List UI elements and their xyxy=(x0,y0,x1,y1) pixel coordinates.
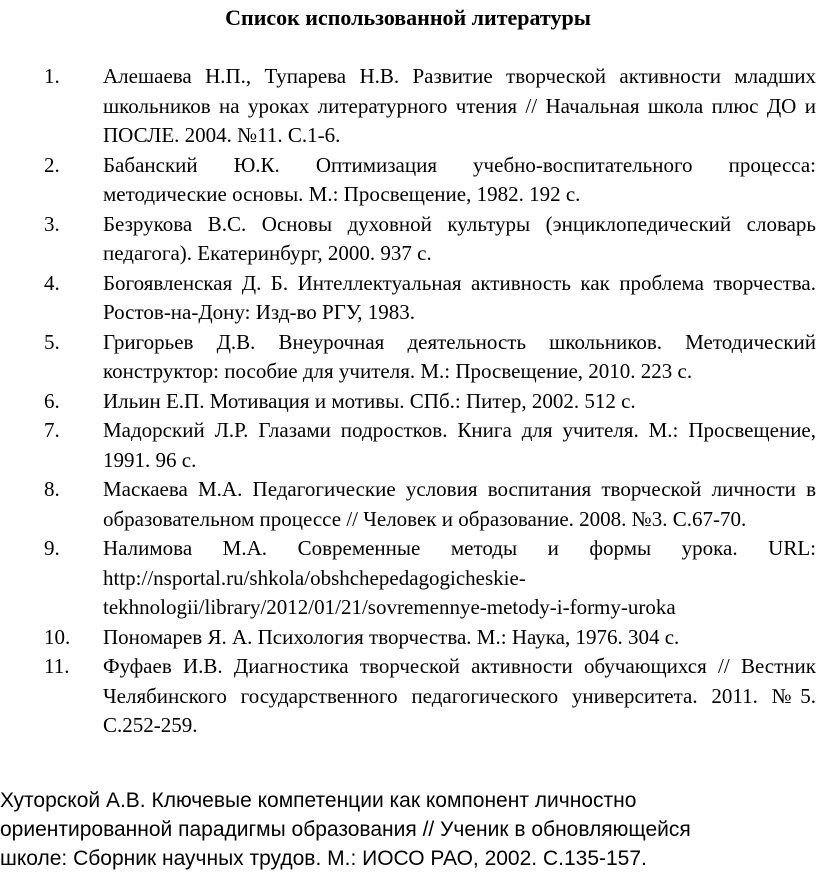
reference-number: 1. xyxy=(44,64,60,88)
reference-item xyxy=(44,269,816,328)
reference-text: Алешаева Н.П., Тупарева Н.В. Развитие творческой активности младших школьников на уроках литературного чтения // Начальная школа плюс ДО и ПОСЛЕ. 2004. №11. С.1-6. xyxy=(103,64,816,147)
reference-number: 10. xyxy=(44,624,71,649)
reference-number: 7. xyxy=(44,418,60,442)
reference-text: Григорьев Д.В. Внеурочная деятельность школьников. Методический конструктор: пособие для учителя. М.: Просвещение, 2010. 223 с. xyxy=(103,329,816,383)
reference-item xyxy=(44,475,816,534)
reference-item xyxy=(44,416,816,475)
reference-text: Налимова М.А. Современные методы и формы урока. URL: http://nsportal.ru/shkola/obshchepedagogicheskie-tekhnologii/library/2012/01/21/sovremennye-metody-i-formy-uroka xyxy=(103,536,816,619)
reference-text: Безрукова В.С. Основы духовной культуры (энциклопедический словарь педагога). Екатеринбург, 2000. 937 с. xyxy=(103,211,816,265)
reference-text: Фуфаев И.В. Диагностика творческой активности обучающихся // Вестник Челябинского государственного педагогического университета. 2011. №5. С.252-259. xyxy=(103,654,816,737)
reference-number: 4. xyxy=(44,270,60,295)
extra-reference-text: Хуторской А.В. Ключевые компетенции как компонент личностно ориентированной парадигмы образования // Ученик в обновляющейся школе: Сборник научных трудов. М.: ИОСО РАО, 2002. С.135-157. xyxy=(0,789,691,870)
reference-number: 11. xyxy=(44,654,70,678)
reference-item xyxy=(44,62,816,151)
reference-text: Маскаева М.А. Педагогические условия воспитания творческой личности в образовательном процессе // Человек и образование. 2008. №3. С.67-70. xyxy=(103,477,816,531)
reference-number: 8. xyxy=(44,477,60,501)
reference-item xyxy=(44,652,816,741)
reference-list xyxy=(44,62,816,741)
reference-item xyxy=(44,534,816,623)
reference-text: Богоявленская Д. Б. Интеллектуальная активность как проблема творчества. Ростов-на-Дону: Изд-во РГУ, 1983. xyxy=(103,270,816,324)
reference-item xyxy=(44,151,816,210)
reference-text: Бабанский Ю.К. Оптимизация учебно-воспитательного процесса: методические основы. М.: Просвещение, 1982. 192 с. xyxy=(103,152,816,206)
reference-text: Ильин Е.П. Мотивация и мотивы. СПб.: Питер, 2002. 512 с. xyxy=(103,388,636,413)
reference-number: 6. xyxy=(44,388,60,413)
reference-item xyxy=(44,328,816,387)
reference-number: 2. xyxy=(44,152,60,177)
reference-number: 5. xyxy=(44,329,60,354)
reference-number: 9. xyxy=(44,536,60,560)
reference-text: Мадорский Л.Р. Глазами подростков. Книга для учителя. М.: Просвещение, 1991. 96 с. xyxy=(103,418,816,472)
reference-text: Пономарев Я. А. Психология творчества. М.: Наука, 1976. 304 с. xyxy=(103,624,680,649)
reference-item xyxy=(44,623,816,653)
reference-item xyxy=(44,387,816,417)
page-title: Список использованной литературы xyxy=(225,5,591,30)
reference-item xyxy=(44,210,816,269)
reference-number: 3. xyxy=(44,211,60,236)
